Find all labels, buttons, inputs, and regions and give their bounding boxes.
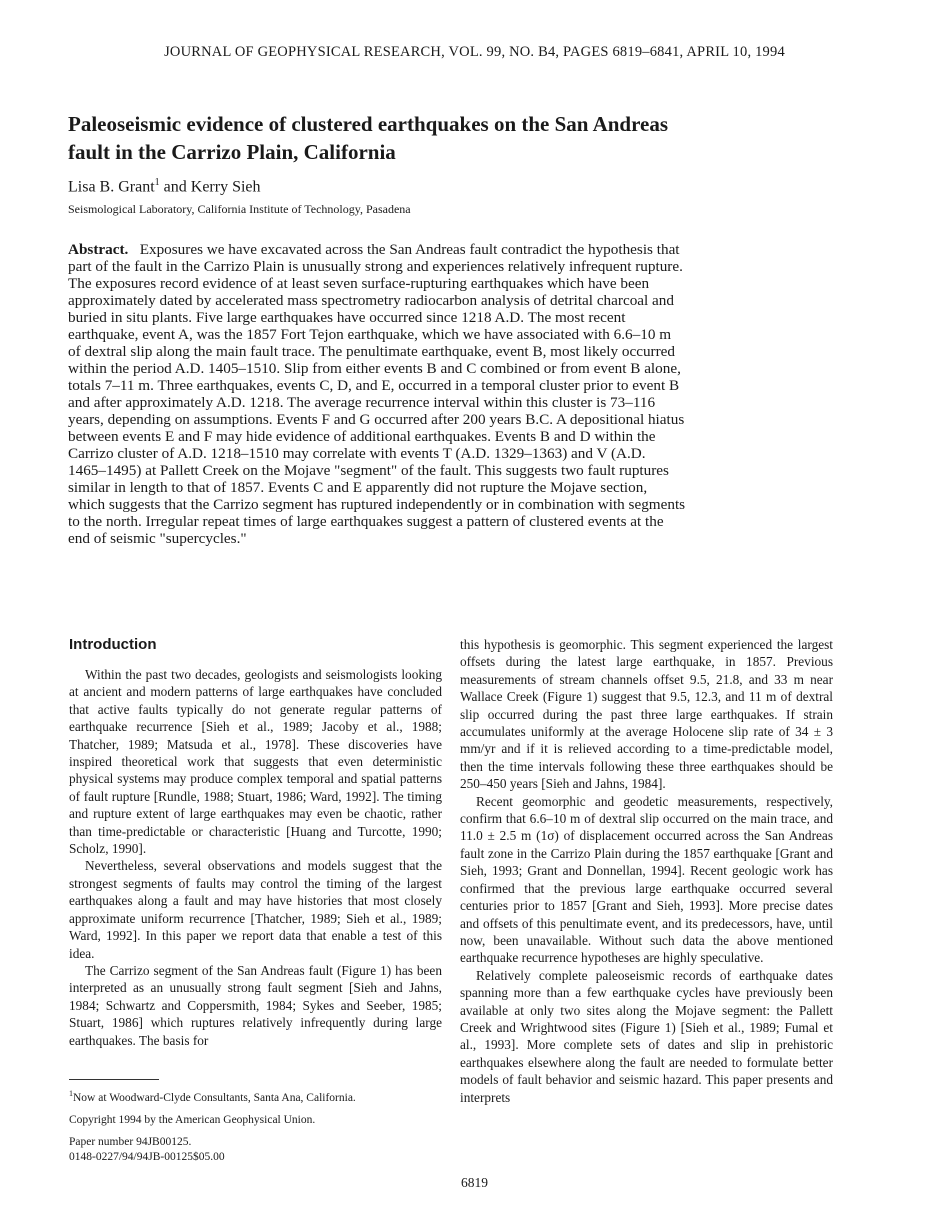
section-heading-introduction: Introduction (69, 636, 157, 653)
intro-paragraph-1: Within the past two decades, geologists and seismologists looking at ancient and modern patterns of large earthquakes have concluded that active faults typically do not generate regular patterns of earthquake recurrence [Sieh et al., 1989; Jacoby et al., 1988; Thatcher, 1989; Matsuda et al., 1978]. These discoveries have inspired theoretical work that suggests that even deterministic physical systems may produce complex temporal and spatial patterns of fault rupture [Rundle, 1988; Stuart, 1986; Ward, 1992]. The timing and rupture extent of large earthquakes may even be chaotic, rather than time-predictable or characteristic [Huang and Turcotte, 1990; Scholz, 1990]. (69, 667, 442, 857)
footnote-rule (69, 1079, 159, 1080)
right-paragraph-1: this hypothesis is geomorphic. This segment experienced the largest offsets during the latest large earthquake, in 1857. Previous measurements of stream channels offset 9.5, 21.8, and 33 m near Wallace Creek (Figure 1) suggest that 9.5, 12.3, and 11 m of dextral slip occurred during the past three large earthquakes. If strain accumulates uniformly at the average Holocene slip rate of 34 ± 3 mm/yr and if it is relieved according to a time-predictable model, then the time intervals following these three earthquakes should be 250–450 years [Sieh and Jahns, 1984]. (460, 637, 833, 792)
paper-number: Paper number 94JB00125. (69, 1135, 192, 1148)
abstract-label: Abstract. (68, 241, 129, 258)
paper-title: Paleoseismic evidence of clustered earthquakes on the San Andreas fault in the Carrizo Plain, California (68, 112, 669, 164)
author-sieh: and Kerry Sieh (159, 178, 261, 196)
right-paragraph-2: Recent geomorphic and geodetic measurements, respectively, confirm that 6.6–10 m of dextral slip occurred on the main trace, and 11.0 ± 2.5 m (1σ) of displacement occurred across the San Andreas fault zone in the Carrizo Plain during the 1857 earthquake [Grant and Sieh, 1993; Grant and Donnellan, 1994]. Recent geologic work has confirmed that the previous large earthquake occurred several centuries prior to 1857 [Grant and Sieh, 1993]. More precise dates and offsets of this penultimate event, and its predecessors, have, until now, been unavailable. Without such data the above mentioned earthquake recurrence hypotheses are highly speculative. (460, 793, 833, 966)
running-head: JOURNAL OF GEOPHYSICAL RESEARCH, VOL. 99, NO. B4, PAGES 6819–6841, APRIL 10, 1994 (164, 44, 785, 60)
copyright-notice: Copyright 1994 by the American Geophysical Union. (69, 1113, 316, 1126)
intro-paragraph-2: Nevertheless, several observations and models suggest that the strongest segments of faults may control the timing of the largest earthquakes along a fault and may have histories that most closely approximate uniform recurrence [Thatcher, 1989; Sieh et al., 1989; Ward, 1992]. In this paper we report data that enable a test of this idea. (69, 858, 442, 961)
page-number: 6819 (461, 1175, 488, 1190)
author-line (68, 177, 261, 196)
affiliation-footnote-mark: 1 (69, 1089, 73, 1098)
affiliation-footnote (69, 1086, 442, 1106)
intro-paragraph-3: The Carrizo segment of the San Andreas fault (Figure 1) has been interpreted as an unusually strong fault segment [Sieh and Jahns, 1984; Schwartz and Coppersmith, 1984; Sykes and Seeber, 1985; Stuart, 1986] which ruptures relatively infrequently during large earthquakes. The basis for (69, 962, 442, 1048)
author-footnote-mark: 1 (154, 177, 160, 188)
affiliation-footnote-text: Now at Woodward-Clyde Consultants, Santa Ana, California. (73, 1091, 356, 1104)
issn-code: 0148-0227/94/94JB-00125$05.00 (69, 1150, 225, 1163)
abstract-text: Exposures we have excavated across the San Andreas fault contradict the hypothesis that part of the fault in the Carrizo Plain is unusually strong and experiences relatively infrequent rupture. The exposures record evidence of at least seven surface-rupturing earthquakes which have been approximately dated by accelerated mass spectrometry radiocarbon analysis of detrital charcoal and buried in situ plants. Five large earthquakes have occurred since 1218 A.D. The most recent earthquake, event A, was the 1857 Fort Tejon earthquake, which we have associated with 6.6–10 m of dextral slip along the main fault trace. The penultimate earthquake, event B, most likely occurred within the period A.D. 1405–1510. Slip from either events B and C combined or from event B alone, totals 7–11 m. Three earthquakes, events C, D, and E, occurred in a temporal cluster prior to event B and after approximately A.D. 1218. The average recurrence interval within this cluster is 73–116 years, depending on assumptions. Events F and G occurred after 200 years B.C. A depositional hiatus between events E and F may hide evidence of additional earthquakes. Events B and D within the Carrizo cluster of A.D. 1218–1510 may correlate with events T (A.D. 1329–1363) and V (A.D. 1465–1495) at Pallett Creek on the Mojave "segment" of the fault. This suggests two fault ruptures similar in length to that of 1857. Events C and E apparently did not rupture the Mojave section, which suggests that the Carrizo segment has ruptured independently or in combination with segments to the north. Irregular repeat times of large earthquakes suggest a pattern of clustered events at the end of seismic "supercycles." (68, 241, 686, 547)
abstract (68, 241, 686, 547)
right-paragraph-3: Relatively complete paleoseismic records of earthquake dates spanning more than a few earthquake cycles have previously been available at only two sites along the Mojave segment: the Pallett Creek and Wrightwood sites (Figure 1) [Sieh et al., 1989; Fumal et al., 1993]. More complete sets of dates and slip in prehistoric earthquakes elsewhere along the fault are needed to formulate better models of fault behavior and seismic hazard. This paper presents and interprets (460, 967, 833, 1105)
right-column (460, 636, 833, 1106)
affiliation: Seismological Laboratory, California Institute of Technology, Pasadena (68, 202, 411, 216)
left-column (69, 666, 442, 1049)
footnotes (69, 1086, 442, 1165)
author-grant: Lisa B. Grant (68, 178, 155, 196)
